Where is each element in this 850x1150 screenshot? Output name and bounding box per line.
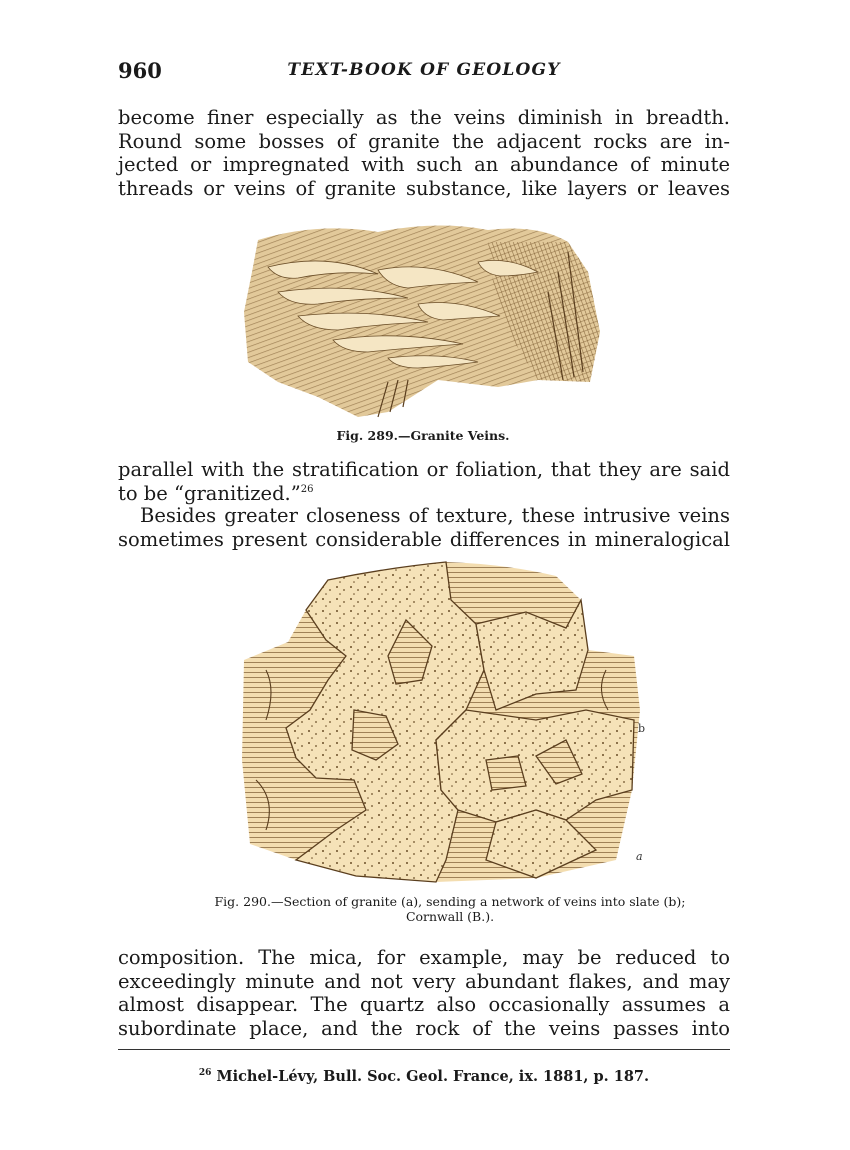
footnote-reference: 26 bbox=[300, 483, 314, 495]
page-number: 960 bbox=[118, 58, 162, 83]
footnote-text: Michel-Lévy, Bull. Soc. Geol. France, ix. 1881, p. 187. bbox=[216, 1068, 650, 1085]
figure-289-caption: Fig. 289.—Granite Veins. bbox=[336, 428, 510, 443]
text-line: sometimes present considerable differences in mineralogical bbox=[118, 527, 730, 551]
text-line: almost disappear. The quartz also occasionally assumes a bbox=[118, 993, 730, 1016]
figure-290-caption bbox=[160, 894, 740, 924]
paragraph-4 bbox=[118, 946, 730, 1040]
text-line: parallel with the stratification or foliation, that they are said bbox=[118, 458, 730, 481]
caption-line: Cornwall (B.). bbox=[405, 909, 495, 924]
running-head bbox=[118, 58, 730, 86]
footnote-rule bbox=[118, 1049, 730, 1050]
text-line bbox=[118, 482, 730, 506]
text-line: threads or veins of granite substance, like layers or leaves bbox=[118, 176, 730, 200]
text-line: jected or impregnated with such an abundance of minute bbox=[118, 153, 730, 176]
running-title: TEXT-BOOK OF GEOLOGY bbox=[287, 60, 561, 80]
text-line: exceedingly minute and not very abundant flakes, and may bbox=[118, 969, 730, 993]
footnote bbox=[118, 1068, 730, 1085]
label-a: a bbox=[636, 850, 643, 863]
caption-line: Fig. 290.—Section of granite (a), sending a network of veins into slate (b); bbox=[214, 894, 686, 909]
paragraph-2 bbox=[118, 458, 730, 505]
text-line: composition. The mica, for example, may be reduced to bbox=[118, 946, 730, 969]
text-line: Besides greater closeness of texture, these intrusive veins bbox=[140, 504, 730, 527]
label-b: b bbox=[638, 722, 646, 735]
paragraph-1 bbox=[118, 106, 730, 200]
footnote-number: 26 bbox=[198, 1068, 212, 1078]
text-line: Round some bosses of granite the adjacent rocks are in- bbox=[118, 129, 730, 153]
figure-granite-section bbox=[236, 560, 648, 890]
text-line: become finer especially as the veins diminish in breadth. bbox=[118, 106, 730, 129]
text-line: subordinate place, and the rock of the veins passes into bbox=[118, 1016, 730, 1040]
granitized-text: to be “granitized.” bbox=[118, 481, 301, 505]
paragraph-3 bbox=[118, 504, 730, 551]
figure-granite-veins bbox=[238, 212, 608, 422]
